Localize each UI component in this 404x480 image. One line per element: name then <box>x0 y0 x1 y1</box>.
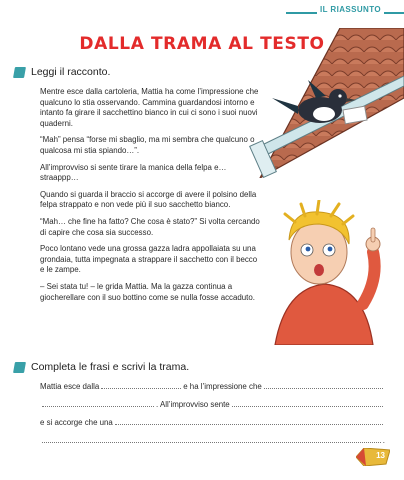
section1-heading-text: Leggi il racconto. <box>31 66 111 78</box>
exercise-text: . All’improvviso sente <box>156 400 230 409</box>
section1-heading <box>14 66 110 78</box>
story-paragraph: – Sei stata tu! – le grida Mattia. Ma la gazza continua a giocherellare con il suo bottino come se nulla fosse accaduto. <box>40 281 255 302</box>
story-paragraph: Mentre esce dalla cartoleria, Mattia ha come l’impressione che qualcuno lo stia osservando. Cammina guardandosi intorno e intanto fa girare il sacchettino bianco in cui ci sono i suoi nuovi quaderni. <box>40 87 259 128</box>
boy-illustration <box>255 200 404 345</box>
bullet-icon <box>13 67 26 78</box>
exercise-text: e ha l’impressione che <box>183 382 262 391</box>
fill-in-blank[interactable] <box>42 442 381 443</box>
header-strong: RIASSUNTO <box>330 5 381 14</box>
story-paragraph: All’improvviso si sente tirare la manica della felpa e… straappp… <box>40 162 227 183</box>
exercise-text: Mattia esce dalla <box>40 382 100 391</box>
section2-heading <box>14 361 189 373</box>
header-label <box>317 5 384 14</box>
section-header-tag <box>286 2 404 22</box>
exercise-line-3 <box>40 416 385 427</box>
header-prefix: IL <box>320 5 331 14</box>
fill-in-blank[interactable] <box>264 388 383 389</box>
story-paragraph: “Mah… che fine ha fatto? Che cosa è stato?” Si volta cercando di capire che cosa sia successo. <box>40 216 260 237</box>
story-paragraph: Quando si guarda il braccio si accorge di avere il polsino della felpa strappato e non vede più il suo sacchetto bianco. <box>40 189 257 210</box>
exercise-line-4 <box>40 434 385 445</box>
fill-in-blank[interactable] <box>42 406 154 407</box>
exercise-line-1 <box>40 380 385 391</box>
bullet-icon <box>13 362 26 373</box>
exercise-text: . <box>382 436 385 445</box>
section2-heading-text: Completa le frasi e scrivi la trama. <box>31 361 190 373</box>
story-text <box>40 87 262 309</box>
story-paragraph: Poco lontano vede una grossa gazza ladra appollaiata su una grondaia, tutta impegnata a strappare il sacchetto con il becco e le zampe. <box>40 244 258 275</box>
exercise-lines <box>40 380 385 445</box>
fill-in-blank[interactable] <box>232 406 383 407</box>
fill-in-blank[interactable] <box>101 388 181 389</box>
page-number: 13 <box>376 451 385 460</box>
story-paragraph: “Mah” pensa “forse mi sbaglio, ma mi sembra che qualcuno o qualcosa mi stia spiando…”. <box>40 135 255 155</box>
fill-in-blank[interactable] <box>115 424 383 425</box>
exercise-line-2 <box>40 398 385 409</box>
exercise-text: e si accorge che una <box>40 418 113 427</box>
page-title: DALLA TRAMA AL TESTO <box>79 34 325 54</box>
